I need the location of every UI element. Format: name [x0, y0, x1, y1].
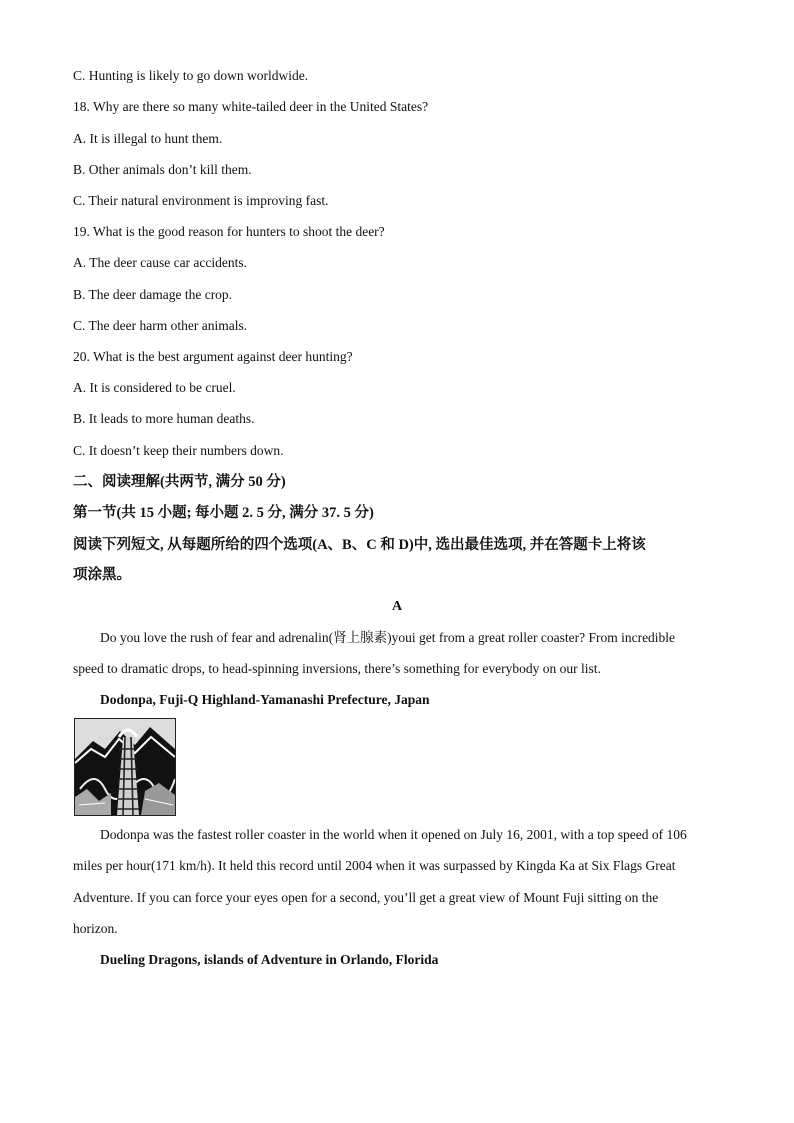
q18-option-c: C. Their natural environment is improving fast.: [73, 193, 329, 208]
q19-option-b: B. The deer damage the crop.: [73, 287, 233, 302]
q20-option-a: A. It is considered to be cruel.: [73, 380, 236, 395]
dodonpa-line-4: horizon.: [73, 921, 118, 936]
dodonpa-line-2: miles per hour(171 km/h). It held this record until 2004 when it was surpassed by Kingda Ka at Six Flags Great: [73, 858, 676, 873]
roller-coaster-image: [75, 719, 175, 815]
instructions-line-2: 项涂黑。: [73, 567, 131, 583]
q20-option-c: C. It doesn’t keep their numbers down.: [73, 443, 284, 458]
q19-option-a: A. The deer cause car accidents.: [73, 255, 248, 270]
intro-line-1: Do you love the rush of fear and adrenalin(肾上腺素)youi get from a great roller coaster? From incredible: [100, 630, 676, 645]
part-one-heading: 第一节(共 15 小题; 每小题 2. 5 分, 满分 37. 5 分): [73, 505, 374, 521]
section-heading: 二、阅读理解(共两节, 满分 50 分): [73, 474, 286, 490]
q20-option-b: B. It leads to more human deaths.: [73, 411, 255, 426]
question-19: 19. What is the good reason for hunters to shoot the deer?: [73, 224, 385, 239]
question-20: 20. What is the best argument against deer hunting?: [73, 349, 353, 364]
question-18: 18. Why are there so many white-tailed deer in the United States?: [73, 99, 429, 114]
roller-coaster-photo: [74, 718, 176, 816]
instructions-line-1: 阅读下列短文, 从每题所给的四个选项(A、B、C 和 D)中, 选出最佳选项, 并在答题卡上将该: [73, 537, 646, 553]
option-c-prev: C. Hunting is likely to go down worldwide.: [73, 68, 309, 83]
dodonpa-line-3: Adventure. If you can force your eyes open for a second, you’ll get a great view of Mount Fuji sitting on the: [73, 890, 659, 905]
intro-line-2: speed to dramatic drops, to head-spinning inversions, there’s something for everybody on our list.: [73, 661, 601, 676]
passage-letter: A: [391, 599, 403, 614]
q18-option-a: A. It is illegal to hunt them.: [73, 131, 223, 146]
q19-option-c: C. The deer harm other animals.: [73, 318, 248, 333]
subheading-dodonpa: Dodonpa, Fuji-Q Highland-Yamanashi Prefecture, Japan: [100, 692, 430, 707]
subheading-dueling-dragons: Dueling Dragons, islands of Adventure in Orlando, Florida: [100, 952, 439, 967]
q18-option-b: B. Other animals don’t kill them.: [73, 162, 252, 177]
dodonpa-line-1: Dodonpa was the fastest roller coaster in the world when it opened on July 16, 2001, with a top speed of 106: [100, 827, 687, 842]
